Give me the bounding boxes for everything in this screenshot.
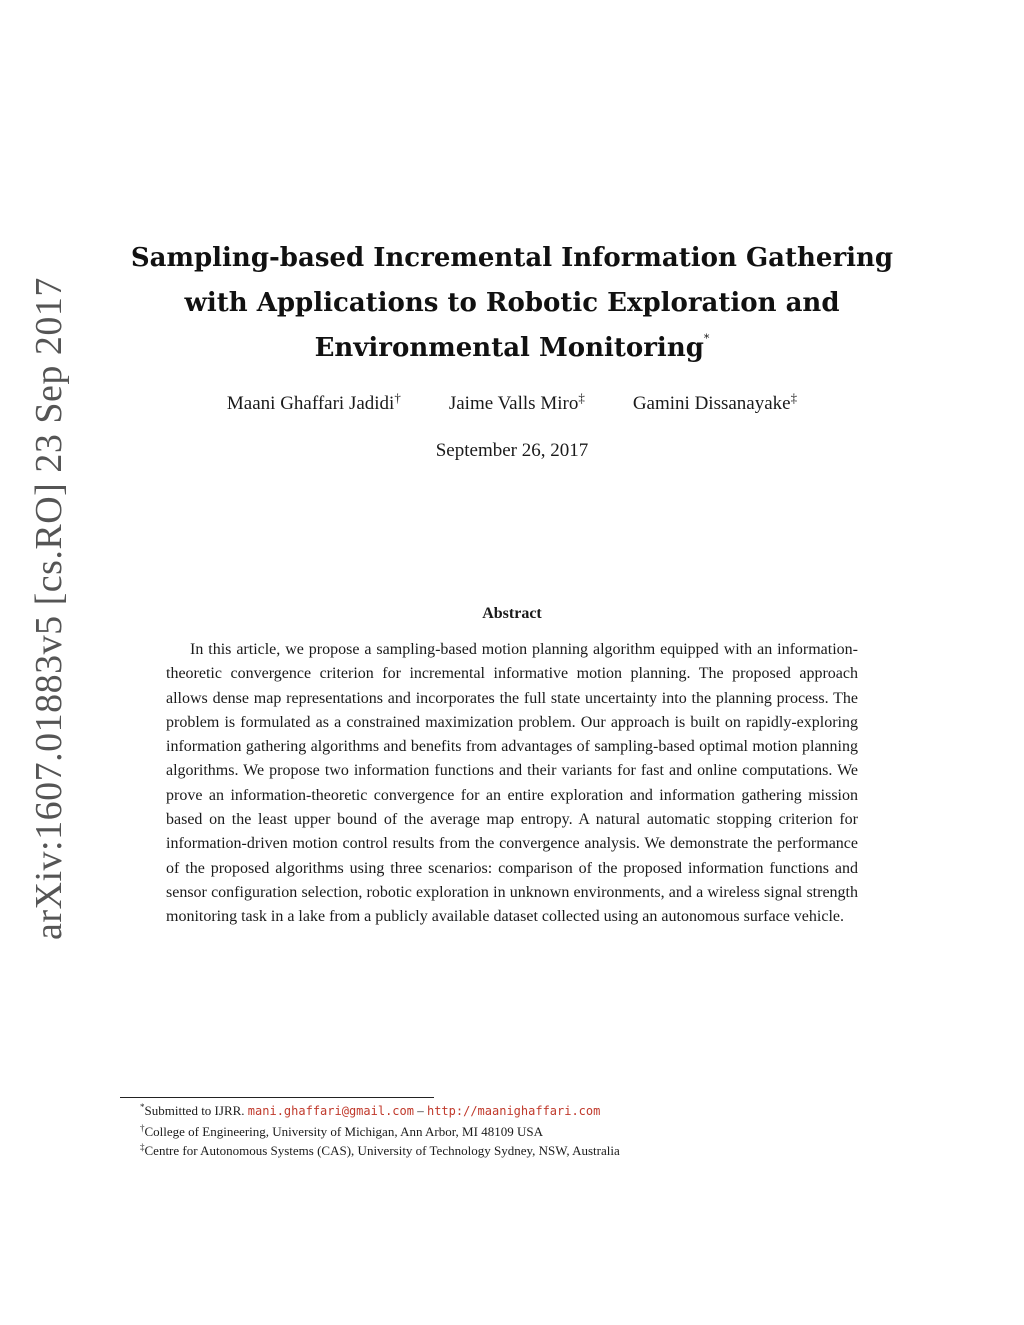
footnote-mark: ‡ bbox=[140, 1142, 145, 1152]
author-affiliation-mark: † bbox=[394, 390, 401, 405]
footnote-submitted-text: Submitted to IJRR. bbox=[144, 1103, 245, 1118]
homepage-link[interactable]: http://maanighaffari.com bbox=[426, 1104, 601, 1118]
abstract-body: In this article, we propose a sampling-based motion planning algorithm equipped with an information-theoretic convergence criterion for incremental informative motion planning. The proposed approach allows dense map representations and incorporates the full state uncertainty into the planning process. The problem is formulated as a constrained maximization problem. Our approach is built on rapidly-exploring information gathering algorithms and benefits from advantages of sampling-based optimal motion planning algorithms. We propose two information functions and their variants for fast and online computations. We prove an information-theoretic convergence for an entire exploration and information gathering mission based on the least upper bound of the average map entropy. A natural automatic stopping criterion for information-driven motion control results from the convergence analysis. We demonstrate the performance of the proposed algorithms using three scenarios: comparison of the proposed information functions and sensor configuration selection, robotic exploration in unknown environments, and a wireless signal strength monitoring task in a lake from a publicly available dataset collected using an autonomous surface vehicle. bbox=[166, 641, 858, 926]
footnotes bbox=[140, 1101, 900, 1161]
author-list bbox=[120, 390, 904, 415]
footnote-mark: † bbox=[140, 1122, 145, 1133]
email-link[interactable]: mani.ghaffari@gmail.com bbox=[247, 1104, 414, 1118]
author-affiliation-mark: ‡ bbox=[578, 390, 585, 405]
footnote-affiliation-text: Centre for Autonomous Systems (CAS), University of Technology Sydney, NSW, Australia bbox=[144, 1143, 620, 1158]
author-name: Jaime Valls Miro bbox=[448, 393, 579, 414]
author-2 bbox=[448, 390, 585, 415]
abstract-heading: Abstract bbox=[482, 605, 542, 622]
paper-date: September 26, 2017 bbox=[435, 440, 589, 461]
paper-title-text: Sampling-based Incremental Information Gathering with Applications to Robotic Exploration and Environmental Monitoring bbox=[130, 243, 894, 363]
footnote-divider bbox=[120, 1097, 434, 1098]
paper-title bbox=[120, 236, 904, 371]
arxiv-id-stamp: arXiv:1607.01883v5 [cs.RO] 23 Sep 2017 bbox=[28, 277, 70, 940]
author-name: Gamini Dissanayake bbox=[632, 393, 791, 414]
footnote-affiliation-2 bbox=[140, 1141, 900, 1161]
author-affiliation-mark: ‡ bbox=[790, 390, 798, 405]
footnote-affiliation-text: College of Engineering, University of Michigan, Ann Arbor, MI 48109 USA bbox=[144, 1123, 543, 1139]
author-name: Maani Ghaffari Jadidi bbox=[226, 393, 395, 414]
footnote-mark: * bbox=[140, 1102, 145, 1112]
author-1 bbox=[226, 390, 401, 415]
footnote-separator: – bbox=[417, 1103, 424, 1118]
footnote-affiliation-1 bbox=[140, 1122, 900, 1142]
author-3 bbox=[632, 390, 798, 415]
footnote-submitted bbox=[140, 1101, 900, 1122]
title-footnote-mark: * bbox=[703, 332, 710, 345]
